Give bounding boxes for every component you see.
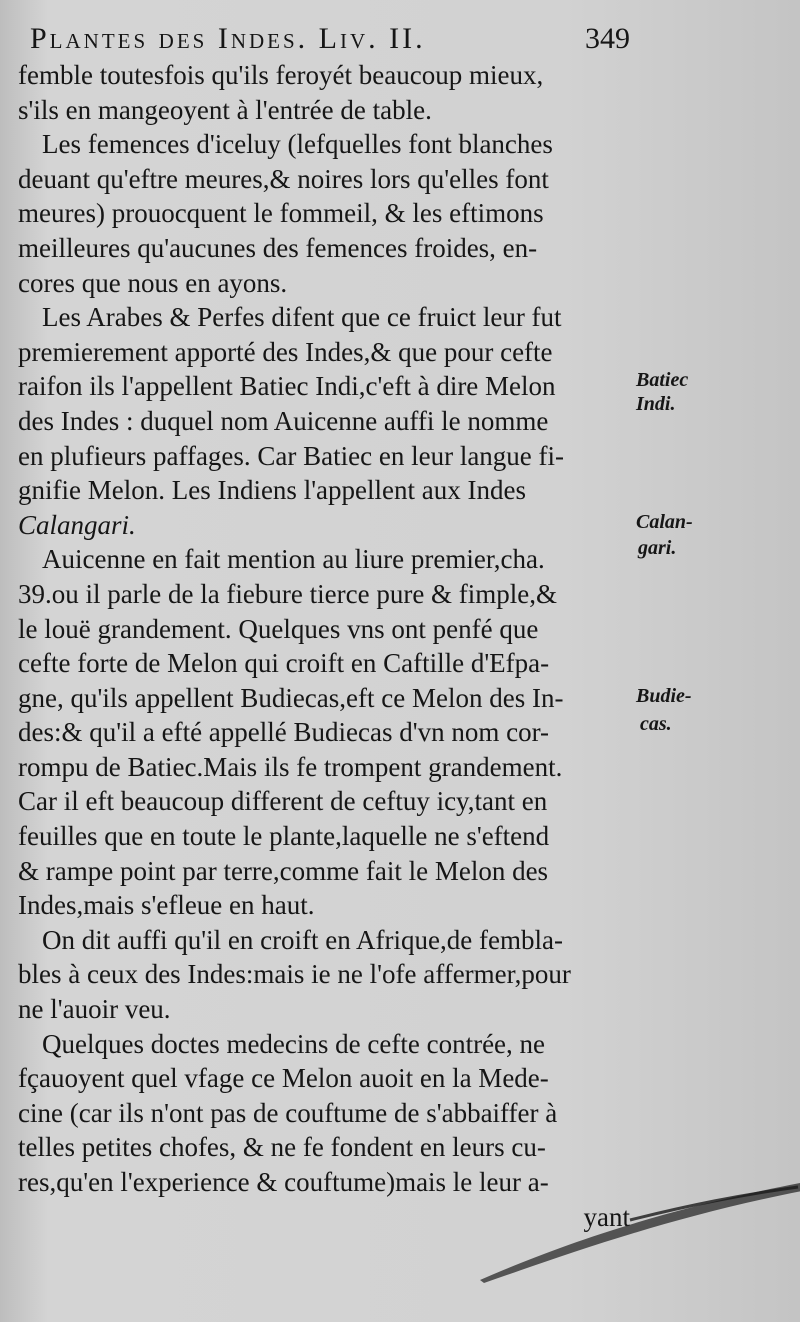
- text-line: fçauoyent quel vfage ce Melon auoit en la Mede-: [18, 1063, 549, 1094]
- text-line: des Indes : duquel nom Auicenne auffi le nomme: [18, 405, 549, 436]
- text-line: deuant qu'eftre meures,& noires lors qu'elles font: [18, 163, 549, 194]
- text-line: des:& qu'il a efté appellé Budiecas d'vn nom cor-: [18, 717, 550, 748]
- margin-note: Batiec: [636, 369, 689, 391]
- text-line: femble toutesfois qu'ils feroyét beaucoup mieux,: [18, 60, 544, 90]
- running-head: [30, 22, 630, 56]
- text-line: feuilles que en toute le plante,laquelle ne s'eftend: [18, 821, 550, 852]
- text-line: le louë grandement. Quelques vns ont penfé que: [18, 613, 539, 644]
- catchword: yant: [583, 1201, 630, 1232]
- text-line: cores que nous en ayons.: [18, 267, 288, 298]
- text-line: gnifie Melon. Les Indiens l'appellent aux Indes: [18, 475, 526, 506]
- text-line: s'ils en mangeoyent à l'entrée de table.: [18, 94, 432, 125]
- text-line: bles à ceux des Indes:mais ie ne l'ofe affermer,pour: [18, 959, 571, 990]
- text-line: cine (car ils n'ont pas de couftume de s'abbaiffer à: [18, 1097, 558, 1128]
- text-line: telles petites chofes, & ne fe fondent en leurs cu-: [18, 1132, 546, 1163]
- paragraph-start-line: Quelques doctes medecins de cefte contrée, ne: [42, 1028, 546, 1059]
- text-line: premierement apporté des Indes,& que pour cefte: [18, 336, 553, 367]
- text-line: raifon ils l'appellent Batiec Indi,c'eft à dire Melon: [18, 371, 556, 402]
- margin-note: gari.: [638, 537, 677, 559]
- paragraph-start-line: Les Arabes & Perfes difent que ce fruict leur fut: [42, 302, 562, 333]
- margin-note: Calan-: [636, 511, 693, 533]
- paragraph-start-line: Les femences d'iceluy (lefquelles font blanches: [42, 129, 553, 160]
- text-line-italic: [18, 508, 630, 543]
- text-line: res,qu'en l'experience & couftume)mais le leur a-: [18, 1167, 549, 1197]
- text-line: Car il eft beaucoup different de ceftuy icy,tant en: [18, 786, 548, 817]
- text-line: cefte forte de Melon qui croift en Caftille d'Efpa-: [18, 648, 550, 679]
- page-number: 349: [585, 22, 630, 55]
- ink-stroke-mark: [480, 1175, 800, 1285]
- paragraph-start-line: Auicenne en fait mention au liure premier,cha.: [42, 544, 545, 575]
- calangari-term: Calangari.: [18, 509, 136, 540]
- text-line: & rampe point par terre,comme fait le Melon des: [18, 855, 549, 886]
- text-line: en plufieurs paffages. Car Batiec en leur langue fi-: [18, 440, 565, 471]
- text-line: ne l'auoir veu.: [18, 994, 171, 1025]
- body-text: [18, 58, 630, 1234]
- text-line: Indes,mais s'efleue en haut.: [18, 890, 315, 921]
- margin-note: Budie-: [636, 685, 692, 707]
- text-line: meilleures qu'aucunes des femences froides, en-: [18, 232, 538, 263]
- text-line: 39.ou il parle de la fiebure tierce pure & fimple,&: [18, 578, 558, 609]
- margin-note: Indi.: [636, 393, 676, 415]
- text-line: gne, qu'ils appellent Budiecas,eft ce Melon des In-: [18, 682, 564, 713]
- text-line: rompu de Batiec.Mais ils fe trompent grandement.: [18, 751, 563, 782]
- margin-note: cas.: [640, 713, 672, 735]
- text-line: meures) prouocquent le fommeil, & les eftimons: [18, 198, 544, 229]
- running-title: Plantes des Indes. Liv. II.: [30, 22, 426, 55]
- paragraph-start-line: On dit auffi qu'il en croift en Afrique,de fembla-: [42, 924, 563, 955]
